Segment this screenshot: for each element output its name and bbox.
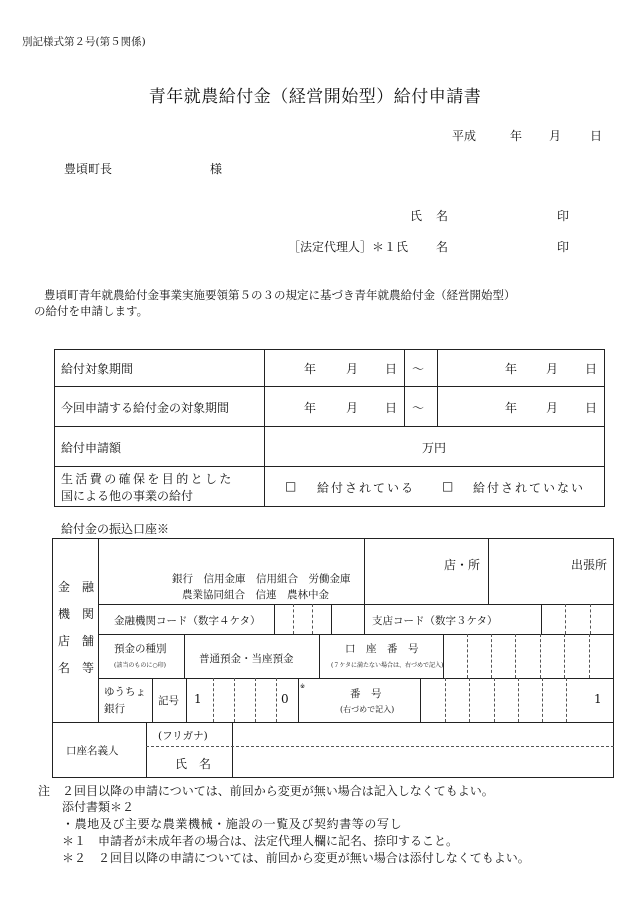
period-end-day[interactable]: 日 — [585, 362, 598, 376]
option-not-granted-label: 給付されていない — [473, 481, 586, 495]
yucho-label-2: 銀行 — [104, 703, 125, 715]
bank-left-label-2: 機 関 — [58, 607, 95, 621]
bank-left-label-3: 店 舗 — [58, 634, 95, 648]
bank-code-label: 金融機関コード（数字４ケタ） — [114, 615, 261, 627]
current-start-month[interactable]: 月 — [346, 401, 359, 415]
sub-branch-label: 出張所 — [571, 558, 608, 572]
symbol-first-digit: 1 — [194, 692, 202, 706]
period-end-year[interactable]: 年 — [505, 362, 518, 376]
branch-code-label: 支店コード（数字３ケタ） — [372, 615, 498, 627]
grant-amount-label: 給付申請額 — [61, 441, 122, 455]
note-1: 注 ２回目以降の申請については、前回から変更が無い場合は記入しなくてもよい。 — [38, 784, 494, 798]
deposit-type-note: (該当のものに○印) — [114, 662, 166, 669]
addressee: 豊頃町長 — [64, 162, 113, 176]
current-start-day[interactable]: 日 — [385, 401, 398, 415]
symbol-note-mark: ※ — [300, 683, 306, 690]
current-end-month[interactable]: 月 — [546, 401, 559, 415]
number-note: (右づめで記入) — [340, 705, 395, 714]
period-start-year[interactable]: 年 — [304, 362, 317, 376]
holder-name-input[interactable] — [240, 750, 610, 774]
date-month-label: 月 — [549, 129, 562, 143]
other-grant-label-1: 生活費の確保を目的とした — [61, 472, 234, 486]
bank-section-title: 給付金の振込口座※ — [61, 522, 170, 536]
body-text-line-2: の給付を申請します。 — [34, 304, 149, 318]
period-start-day[interactable]: 日 — [385, 362, 398, 376]
current-end-year[interactable]: 年 — [505, 401, 518, 415]
furigana-label: (フリガナ) — [158, 730, 208, 742]
date-era: 平成 — [452, 129, 477, 143]
grant-amount-unit: 万円 — [422, 441, 447, 455]
current-tilde: 〜 — [412, 401, 425, 415]
deposit-types[interactable]: 普通預金・当座預金 — [199, 653, 294, 665]
deposit-type-label: 預金の種別 — [114, 643, 167, 655]
agent-label: ［法定代理人］＊１氏 — [288, 240, 409, 254]
period-start-month[interactable]: 月 — [346, 362, 359, 376]
account-number-label: 口 座 番 号 — [345, 643, 419, 655]
current-period-label: 今回申請する給付金の対象期間 — [61, 401, 230, 415]
institution-types-1[interactable]: 銀行 信用金庫 信用組合 労働金庫 — [172, 573, 351, 585]
bank-left-label-1: 金 融 — [58, 580, 95, 594]
number-last-digit: 1 — [594, 692, 602, 706]
furigana-input[interactable] — [240, 724, 610, 744]
grant-period-label: 給付対象期間 — [61, 362, 134, 376]
date-year-label: 年 — [510, 129, 523, 143]
period-end-month[interactable]: 月 — [546, 362, 559, 376]
applicant-seal: 印 — [557, 209, 570, 223]
current-start-year[interactable]: 年 — [304, 401, 317, 415]
yucho-label-1: ゆうちょ — [104, 686, 146, 698]
institution-types-2[interactable]: 農業協同組合 信連 農林中金 — [182, 589, 329, 601]
other-grant-label-2: 国による他の事業の給付 — [61, 489, 194, 503]
branch-label: 店・所 — [444, 558, 481, 572]
symbol-label: 記号 — [158, 695, 179, 707]
option-granted-label: 給付されている — [317, 481, 416, 495]
agent-seal: 印 — [557, 240, 570, 254]
applicant-name-label-1: 氏 — [410, 209, 423, 223]
page-title: 青年就農給付金（経営開始型）給付申請書 — [148, 87, 482, 107]
checkbox-granted[interactable]: □ — [285, 479, 297, 493]
applicant-name-label-2: 名 — [436, 209, 449, 223]
current-end-day[interactable]: 日 — [585, 401, 598, 415]
bank-left-label-4: 名 等 — [58, 661, 95, 675]
footnote-1: ＊１ 申請者が未成年者の場合は、法定代理人欄に記名、捺印すること。 — [62, 834, 459, 848]
attachments-title: 添付書類＊２ — [62, 800, 135, 814]
number-label: 番 号 — [350, 688, 382, 700]
checkbox-not-granted[interactable]: □ — [442, 479, 454, 493]
account-holder-label: 口座名義人 — [66, 745, 119, 757]
holder-name-label: 氏 名 — [175, 757, 212, 771]
date-day-label: 日 — [590, 129, 603, 143]
symbol-last-digit: 0 — [281, 692, 289, 706]
period-tilde: 〜 — [412, 362, 425, 376]
agent-name-label: 名 — [436, 240, 449, 254]
account-number-note: (７ケタに満たない場合は、右づめで記入) — [331, 662, 444, 669]
honorific: 様 — [210, 162, 223, 176]
footnote-2: ＊２ ２回目以降の申請については、前回から変更が無い場合は添付しなくてもよい。 — [62, 851, 530, 865]
attachment-1: ・農地及び主要な農業機械・施設の一覧及び契約書等の写し — [62, 817, 403, 831]
form-number: 別記様式第２号(第５関係) — [22, 36, 146, 48]
body-text-line-1: 豊頃町青年就農給付金事業実施要領第５の３の規定に基づき青年就農給付金（経営開始型） — [44, 288, 516, 302]
